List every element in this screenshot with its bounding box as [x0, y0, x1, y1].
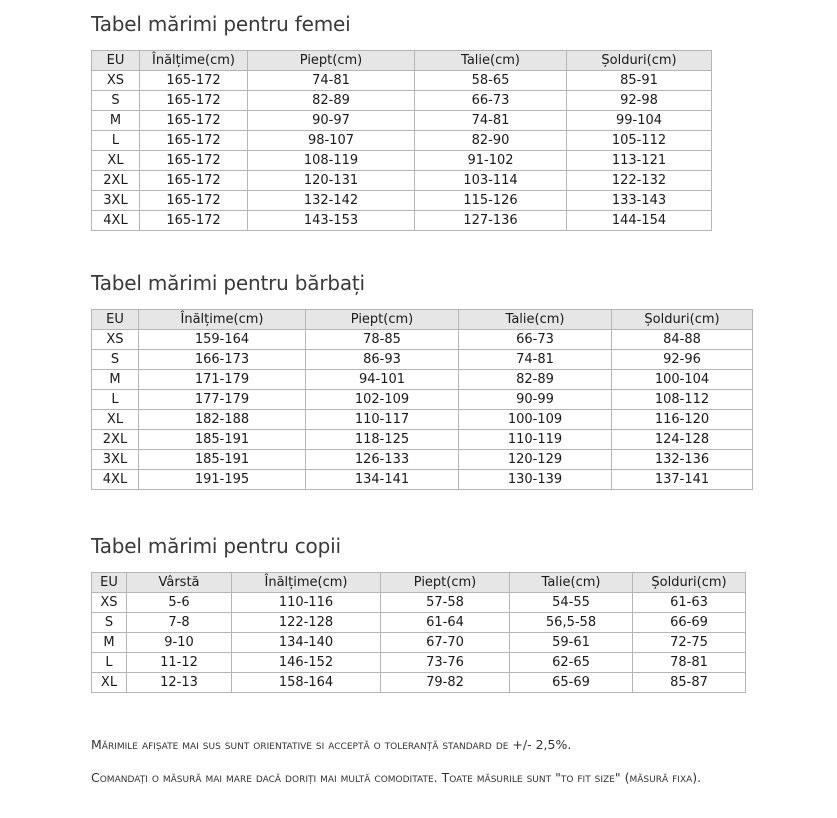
table-row — [92, 91, 712, 111]
table-cell: 165-172 — [140, 191, 248, 211]
table-cell: 58-65 — [415, 71, 567, 91]
table-cell: 65-69 — [510, 673, 633, 693]
table-row — [92, 131, 712, 151]
table-cell: 74-81 — [459, 350, 612, 370]
table-cell: 2XL — [92, 430, 139, 450]
table-cell: 5-6 — [127, 593, 232, 613]
table-row — [92, 111, 712, 131]
table-cell: 126-133 — [306, 450, 459, 470]
men-table-title: Tabel mărimi pentru bărbați — [91, 271, 365, 295]
column-header: Înălțime(cm) — [140, 51, 248, 71]
table-cell: 61-64 — [381, 613, 510, 633]
table-cell: 124-128 — [612, 430, 753, 450]
table-cell: 61-63 — [633, 593, 746, 613]
table-cell: 74-81 — [248, 71, 415, 91]
table-cell: 7-8 — [127, 613, 232, 633]
table-cell: 3XL — [92, 450, 139, 470]
table-cell: 91-102 — [415, 151, 567, 171]
table-cell: 3XL — [92, 191, 140, 211]
table-cell: 120-131 — [248, 171, 415, 191]
table-cell: 191-195 — [139, 470, 306, 490]
table-cell: 100-104 — [612, 370, 753, 390]
table-cell: L — [92, 390, 139, 410]
table-cell: 159-164 — [139, 330, 306, 350]
table-row — [92, 410, 753, 430]
column-header: Piept(cm) — [306, 310, 459, 330]
column-header: Piept(cm) — [248, 51, 415, 71]
table-header-row — [92, 51, 712, 71]
table-cell: 4XL — [92, 470, 139, 490]
table-cell: XS — [92, 593, 127, 613]
column-header: Talie(cm) — [415, 51, 567, 71]
table-cell: 62-65 — [510, 653, 633, 673]
column-header: EU — [92, 310, 139, 330]
table-cell: 177-179 — [139, 390, 306, 410]
table-cell: 115-126 — [415, 191, 567, 211]
table-cell: 85-91 — [567, 71, 712, 91]
table-cell: 165-172 — [140, 111, 248, 131]
table-cell: 108-119 — [248, 151, 415, 171]
table-cell: XL — [92, 673, 127, 693]
table-cell: 165-172 — [140, 91, 248, 111]
table-row — [92, 390, 753, 410]
table-cell: 165-172 — [140, 211, 248, 231]
table-cell: L — [92, 653, 127, 673]
table-cell: 82-89 — [248, 91, 415, 111]
table-cell: 134-140 — [232, 633, 381, 653]
column-header: Vârstă — [127, 573, 232, 593]
table-cell: 127-136 — [415, 211, 567, 231]
table-cell: 99-104 — [567, 111, 712, 131]
table-cell: 166-173 — [139, 350, 306, 370]
table-cell: 165-172 — [140, 71, 248, 91]
table-cell: XS — [92, 71, 140, 91]
table-cell: 78-81 — [633, 653, 746, 673]
table-cell: 12-13 — [127, 673, 232, 693]
table-cell: S — [92, 350, 139, 370]
table-cell: 79-82 — [381, 673, 510, 693]
table-cell: 85-87 — [633, 673, 746, 693]
table-cell: 90-97 — [248, 111, 415, 131]
table-cell: 132-136 — [612, 450, 753, 470]
table-cell: S — [92, 613, 127, 633]
table-cell: M — [92, 633, 127, 653]
table-row — [92, 633, 746, 653]
table-cell: 134-141 — [306, 470, 459, 490]
table-cell: 110-117 — [306, 410, 459, 430]
tolerance-note: Mărimile afișate mai sus sunt orientative si acceptă o toleranță standard de +/- 2,5%. — [91, 737, 572, 752]
column-header: Șolduri(cm) — [567, 51, 712, 71]
table-row — [92, 653, 746, 673]
table-cell: L — [92, 131, 140, 151]
table-cell: 144-154 — [567, 211, 712, 231]
table-cell: 165-172 — [140, 171, 248, 191]
table-cell: 122-128 — [232, 613, 381, 633]
table-cell: 130-139 — [459, 470, 612, 490]
column-header: Talie(cm) — [510, 573, 633, 593]
table-cell: 66-73 — [459, 330, 612, 350]
table-row — [92, 71, 712, 91]
table-cell: 82-90 — [415, 131, 567, 151]
table-cell: 57-58 — [381, 593, 510, 613]
table-cell: 74-81 — [415, 111, 567, 131]
table-cell: M — [92, 370, 139, 390]
table-cell: XL — [92, 410, 139, 430]
table-cell: 66-73 — [415, 91, 567, 111]
table-cell: M — [92, 111, 140, 131]
kids-table-title: Tabel mărimi pentru copii — [91, 534, 341, 558]
table-cell: 113-121 — [567, 151, 712, 171]
kids-size-table — [91, 572, 746, 693]
table-cell: 4XL — [92, 211, 140, 231]
table-row — [92, 430, 753, 450]
table-row — [92, 370, 753, 390]
table-cell: XL — [92, 151, 140, 171]
table-cell: 2XL — [92, 171, 140, 191]
table-row — [92, 171, 712, 191]
table-cell: 84-88 — [612, 330, 753, 350]
table-cell: 185-191 — [139, 450, 306, 470]
men-size-table — [91, 309, 753, 490]
table-cell: 110-119 — [459, 430, 612, 450]
table-row — [92, 151, 712, 171]
table-cell: 72-75 — [633, 633, 746, 653]
table-row — [92, 191, 712, 211]
table-row — [92, 593, 746, 613]
fit-size-note: Comandați o măsură mai mare dacă doriți mai multă comoditate. Toate măsurile sunt "to fit size" (măsură fixa). — [91, 770, 702, 785]
table-cell: 94-101 — [306, 370, 459, 390]
table-cell: 105-112 — [567, 131, 712, 151]
table-cell: 78-85 — [306, 330, 459, 350]
table-row — [92, 350, 753, 370]
table-cell: 102-109 — [306, 390, 459, 410]
table-cell: 137-141 — [612, 470, 753, 490]
table-cell: 73-76 — [381, 653, 510, 673]
table-cell: 100-109 — [459, 410, 612, 430]
table-row — [92, 613, 746, 633]
table-cell: 165-172 — [140, 131, 248, 151]
table-row — [92, 450, 753, 470]
table-cell: 182-188 — [139, 410, 306, 430]
table-cell: 90-99 — [459, 390, 612, 410]
table-cell: 133-143 — [567, 191, 712, 211]
table-cell: 59-61 — [510, 633, 633, 653]
table-cell: 116-120 — [612, 410, 753, 430]
column-header: Înălțime(cm) — [139, 310, 306, 330]
table-cell: 66-69 — [633, 613, 746, 633]
table-cell: XS — [92, 330, 139, 350]
table-cell: 92-98 — [567, 91, 712, 111]
table-cell: 143-153 — [248, 211, 415, 231]
table-cell: 132-142 — [248, 191, 415, 211]
table-cell: 158-164 — [232, 673, 381, 693]
column-header: EU — [92, 51, 140, 71]
table-row — [92, 330, 753, 350]
table-row — [92, 211, 712, 231]
table-header-row — [92, 310, 753, 330]
column-header: Înălțime(cm) — [232, 573, 381, 593]
women-size-table — [91, 50, 712, 231]
table-cell: 110-116 — [232, 593, 381, 613]
table-cell: 103-114 — [415, 171, 567, 191]
table-cell: 108-112 — [612, 390, 753, 410]
table-row — [92, 470, 753, 490]
table-cell: 67-70 — [381, 633, 510, 653]
table-header-row — [92, 573, 746, 593]
table-cell: 11-12 — [127, 653, 232, 673]
table-cell: 165-172 — [140, 151, 248, 171]
table-cell: 56,5-58 — [510, 613, 633, 633]
table-cell: 185-191 — [139, 430, 306, 450]
table-row — [92, 673, 746, 693]
table-cell: 54-55 — [510, 593, 633, 613]
table-cell: 92-96 — [612, 350, 753, 370]
table-cell: 98-107 — [248, 131, 415, 151]
table-cell: 171-179 — [139, 370, 306, 390]
table-cell: 120-129 — [459, 450, 612, 470]
column-header: Șolduri(cm) — [612, 310, 753, 330]
table-cell: 82-89 — [459, 370, 612, 390]
women-table-title: Tabel mărimi pentru femei — [91, 12, 351, 36]
table-cell: 9-10 — [127, 633, 232, 653]
table-cell: 86-93 — [306, 350, 459, 370]
column-header: Talie(cm) — [459, 310, 612, 330]
column-header: EU — [92, 573, 127, 593]
table-cell: 122-132 — [567, 171, 712, 191]
column-header: Șolduri(cm) — [633, 573, 746, 593]
table-cell: 146-152 — [232, 653, 381, 673]
table-cell: 118-125 — [306, 430, 459, 450]
table-cell: S — [92, 91, 140, 111]
column-header: Piept(cm) — [381, 573, 510, 593]
